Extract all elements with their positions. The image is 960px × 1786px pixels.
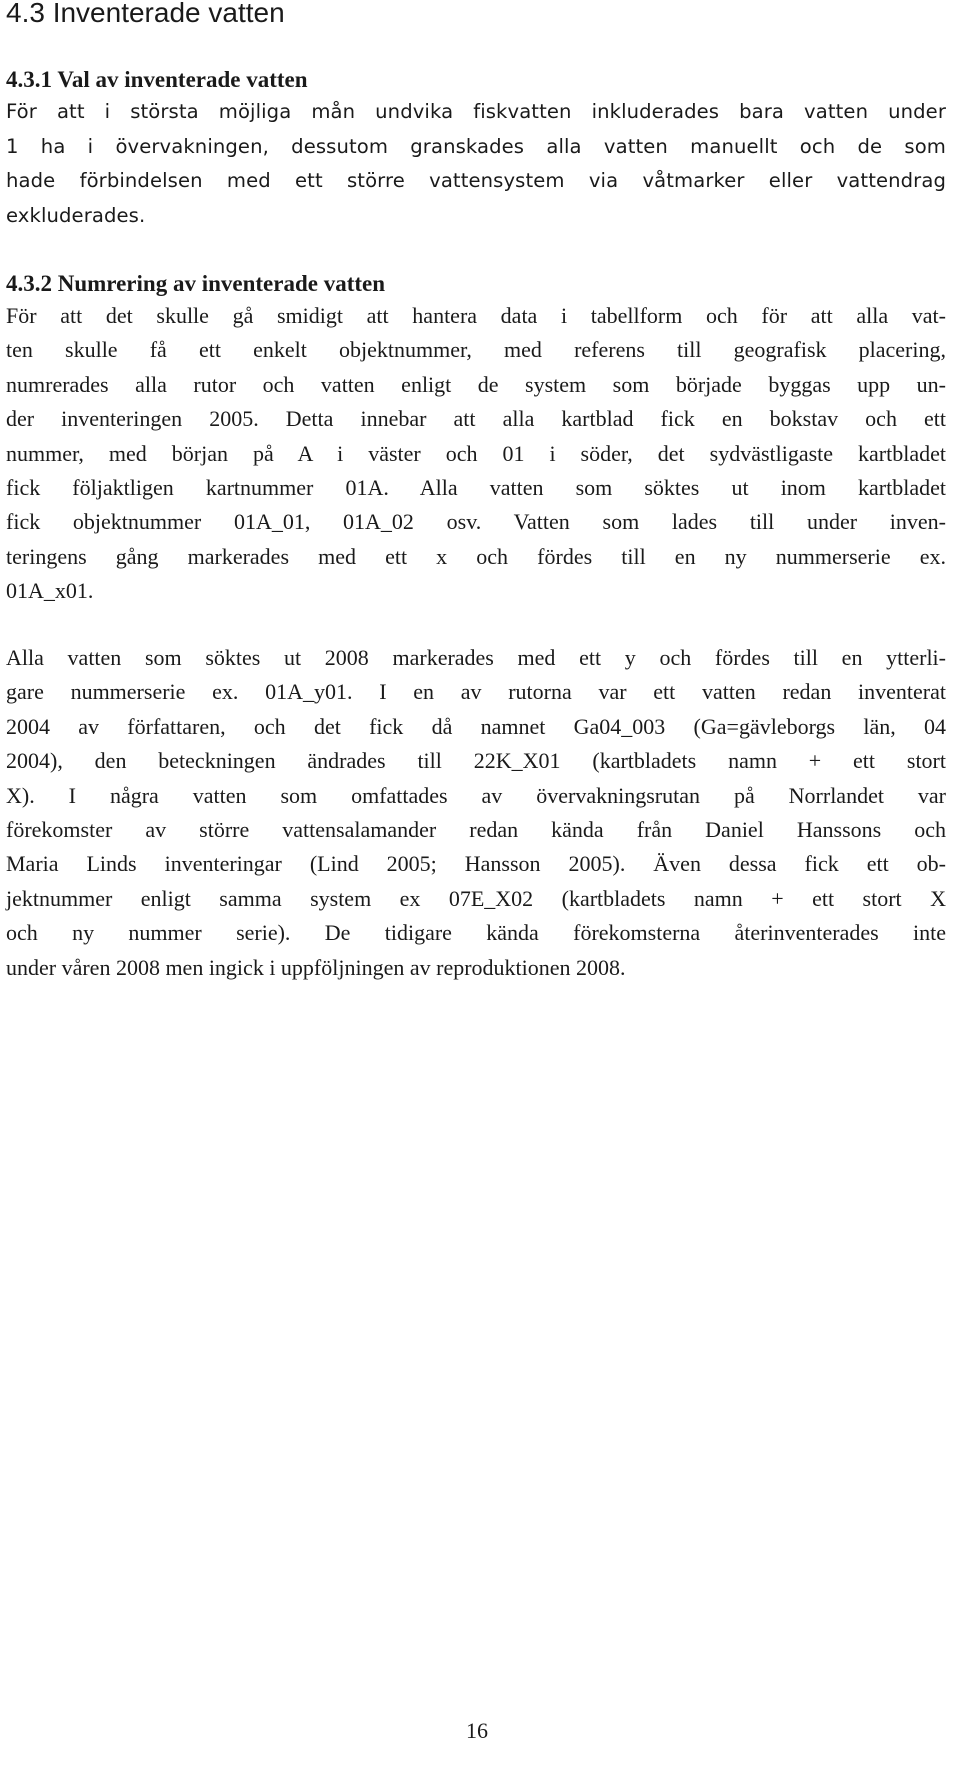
paragraph bbox=[6, 299, 946, 609]
subsection-val-av-inventerade-vatten bbox=[6, 64, 946, 233]
text-line: och ny nummer serie). De tidigare kända förekomsterna återinventerades inte bbox=[6, 920, 946, 946]
paragraph bbox=[6, 641, 946, 985]
text-line: gare nummerserie ex. 01A_y01. I en av rutorna var ett vatten redan inventerat bbox=[6, 679, 946, 705]
text-line: Maria Linds inventeringar (Lind 2005; Hansson 2005). Även dessa fick ett ob- bbox=[6, 851, 946, 877]
text-line: ten skulle få ett enkelt objektnummer, med referens till geografisk placering, bbox=[6, 337, 946, 363]
subsection-title: 4.3.2 Numrering av inventerade vatten bbox=[6, 271, 386, 296]
text-line: 01A_x01. bbox=[6, 578, 94, 604]
text-line: fick följaktligen kartnummer 01A. Alla vatten som söktes ut inom kartbladet bbox=[6, 475, 946, 501]
text-line: hade förbindelsen med ett större vattensystem via våtmarker eller vattendrag bbox=[6, 169, 946, 192]
text-line: jektnummer enligt samma system ex 07E_X02 (kartbladets namn + ett stort X bbox=[6, 885, 946, 911]
text-line: förekomster av större vattensalamander redan kända från Daniel Hanssons och bbox=[6, 817, 946, 843]
text-line: 1 ha i övervakningen, dessutom granskades alla vatten manuellt och de som bbox=[6, 134, 946, 158]
text-line: nummer, med början på A i väster och 01 i söder, det sydvästligaste kartbladet bbox=[6, 440, 946, 466]
text-line: der inventeringen 2005. Detta innebar att alla kartblad fick en bokstav och ett bbox=[6, 406, 946, 432]
paragraph-block bbox=[6, 641, 946, 985]
subsection-title: 4.3.1 Val av inventerade vatten bbox=[6, 67, 308, 92]
text-line: För att i största möjliga mån undvika fiskvatten inkluderades bara vatten under bbox=[6, 100, 946, 123]
text-line: fick objektnummer 01A_01, 01A_02 osv. Vatten som lades till under inven- bbox=[6, 509, 946, 535]
text-line: teringens gång markerades med ett x och fördes till en ny nummerserie ex. bbox=[6, 543, 946, 569]
document-page bbox=[6, 0, 954, 1786]
text-line: under våren 2008 men ingick i uppföljningen av reproduktionen 2008. bbox=[6, 954, 626, 980]
subsection-numrering-av-inventerade-vatten bbox=[6, 268, 946, 609]
text-line: 2004), den beteckningen ändrades till 22K_X01 (kartbladets namn + ett stort bbox=[6, 748, 946, 774]
text-line: X). I några vatten som omfattades av övervakningsrutan på Norrlandet var bbox=[6, 782, 946, 808]
text-line: För att det skulle gå smidigt att hantera data i tabellform och för att alla vat- bbox=[6, 303, 946, 328]
text-line: exkluderades. bbox=[6, 203, 146, 227]
text-line: numrerades alla rutor och vatten enligt de system som började byggas upp un- bbox=[6, 371, 946, 397]
text-line: Alla vatten som söktes ut 2008 markerades med ett y och fördes till en ytterli- bbox=[6, 645, 946, 670]
section-heading: 4.3 Inventerade vatten bbox=[6, 0, 285, 28]
text-line: 2004 av författaren, och det fick då namnet Ga04_003 (Ga=gävleborgs län, 04 bbox=[6, 713, 946, 739]
paragraph bbox=[6, 95, 946, 233]
page-number: 16 bbox=[466, 1718, 488, 1743]
